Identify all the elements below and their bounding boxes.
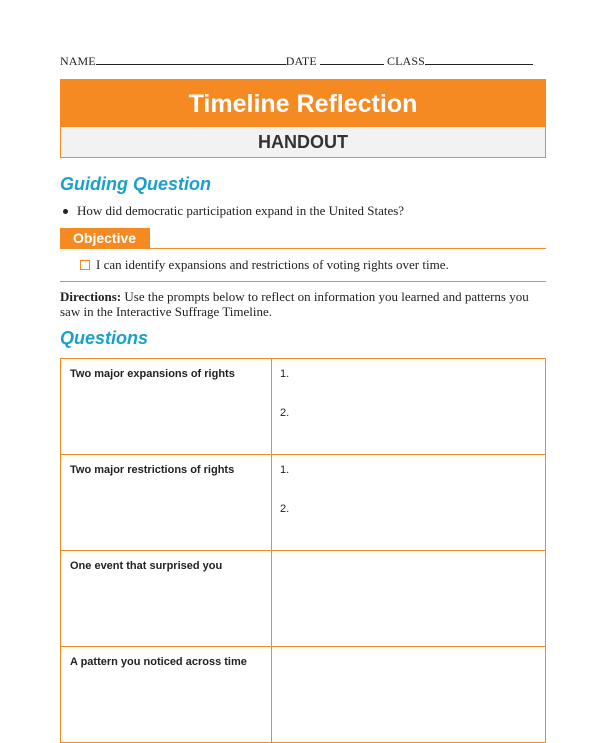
table-row bbox=[61, 359, 546, 455]
objective-divider-bottom bbox=[60, 281, 546, 282]
student-info-line bbox=[60, 52, 546, 69]
table-row bbox=[61, 551, 546, 647]
directions-paragraph bbox=[60, 289, 548, 319]
question-prompt: One event that surprised you bbox=[61, 551, 272, 647]
table-row bbox=[61, 647, 546, 743]
name-label: NAME bbox=[60, 54, 96, 68]
bullet-icon bbox=[63, 209, 68, 214]
guiding-question-heading: Guiding Question bbox=[60, 174, 211, 194]
answer-cell[interactable] bbox=[272, 647, 546, 743]
question-prompt: Two major expansions of rights bbox=[61, 359, 272, 455]
class-field[interactable] bbox=[425, 52, 533, 65]
answer-cell[interactable] bbox=[272, 359, 546, 455]
directions-text: Use the prompts below to reflect on information you learned and patterns you saw in the Interactive Suffrage Timeline. bbox=[60, 289, 529, 319]
page-title: Timeline Reflection bbox=[60, 79, 546, 127]
checkbox-icon[interactable] bbox=[80, 260, 90, 270]
question-prompt: A pattern you noticed across time bbox=[61, 647, 272, 743]
guiding-question-item bbox=[60, 203, 404, 219]
objective-divider-top bbox=[150, 248, 546, 249]
answer-number: 2. bbox=[280, 503, 290, 515]
answer-number: 1. bbox=[280, 464, 290, 476]
answer-cell[interactable] bbox=[272, 551, 546, 647]
questions-heading: Questions bbox=[60, 328, 149, 348]
answer-number: 2. bbox=[280, 407, 290, 419]
objective-item bbox=[80, 257, 449, 273]
answer-number: 1. bbox=[280, 368, 290, 380]
directions-label: Directions: bbox=[60, 289, 122, 304]
table-row bbox=[61, 455, 546, 551]
name-field[interactable] bbox=[96, 52, 286, 65]
objective-label: Objective bbox=[60, 228, 150, 249]
questions-table bbox=[60, 358, 546, 743]
answer-cell[interactable] bbox=[272, 455, 546, 551]
objective-text: I can identify expansions and restrictions of voting rights over time. bbox=[96, 257, 449, 272]
date-field[interactable] bbox=[320, 52, 384, 65]
class-label: CLASS bbox=[387, 54, 425, 68]
page-subtitle: HANDOUT bbox=[60, 127, 546, 158]
guiding-question-text: How did democratic participation expand in the United States? bbox=[77, 203, 405, 218]
date-label: DATE bbox=[285, 54, 317, 68]
question-prompt: Two major restrictions of rights bbox=[61, 455, 272, 551]
